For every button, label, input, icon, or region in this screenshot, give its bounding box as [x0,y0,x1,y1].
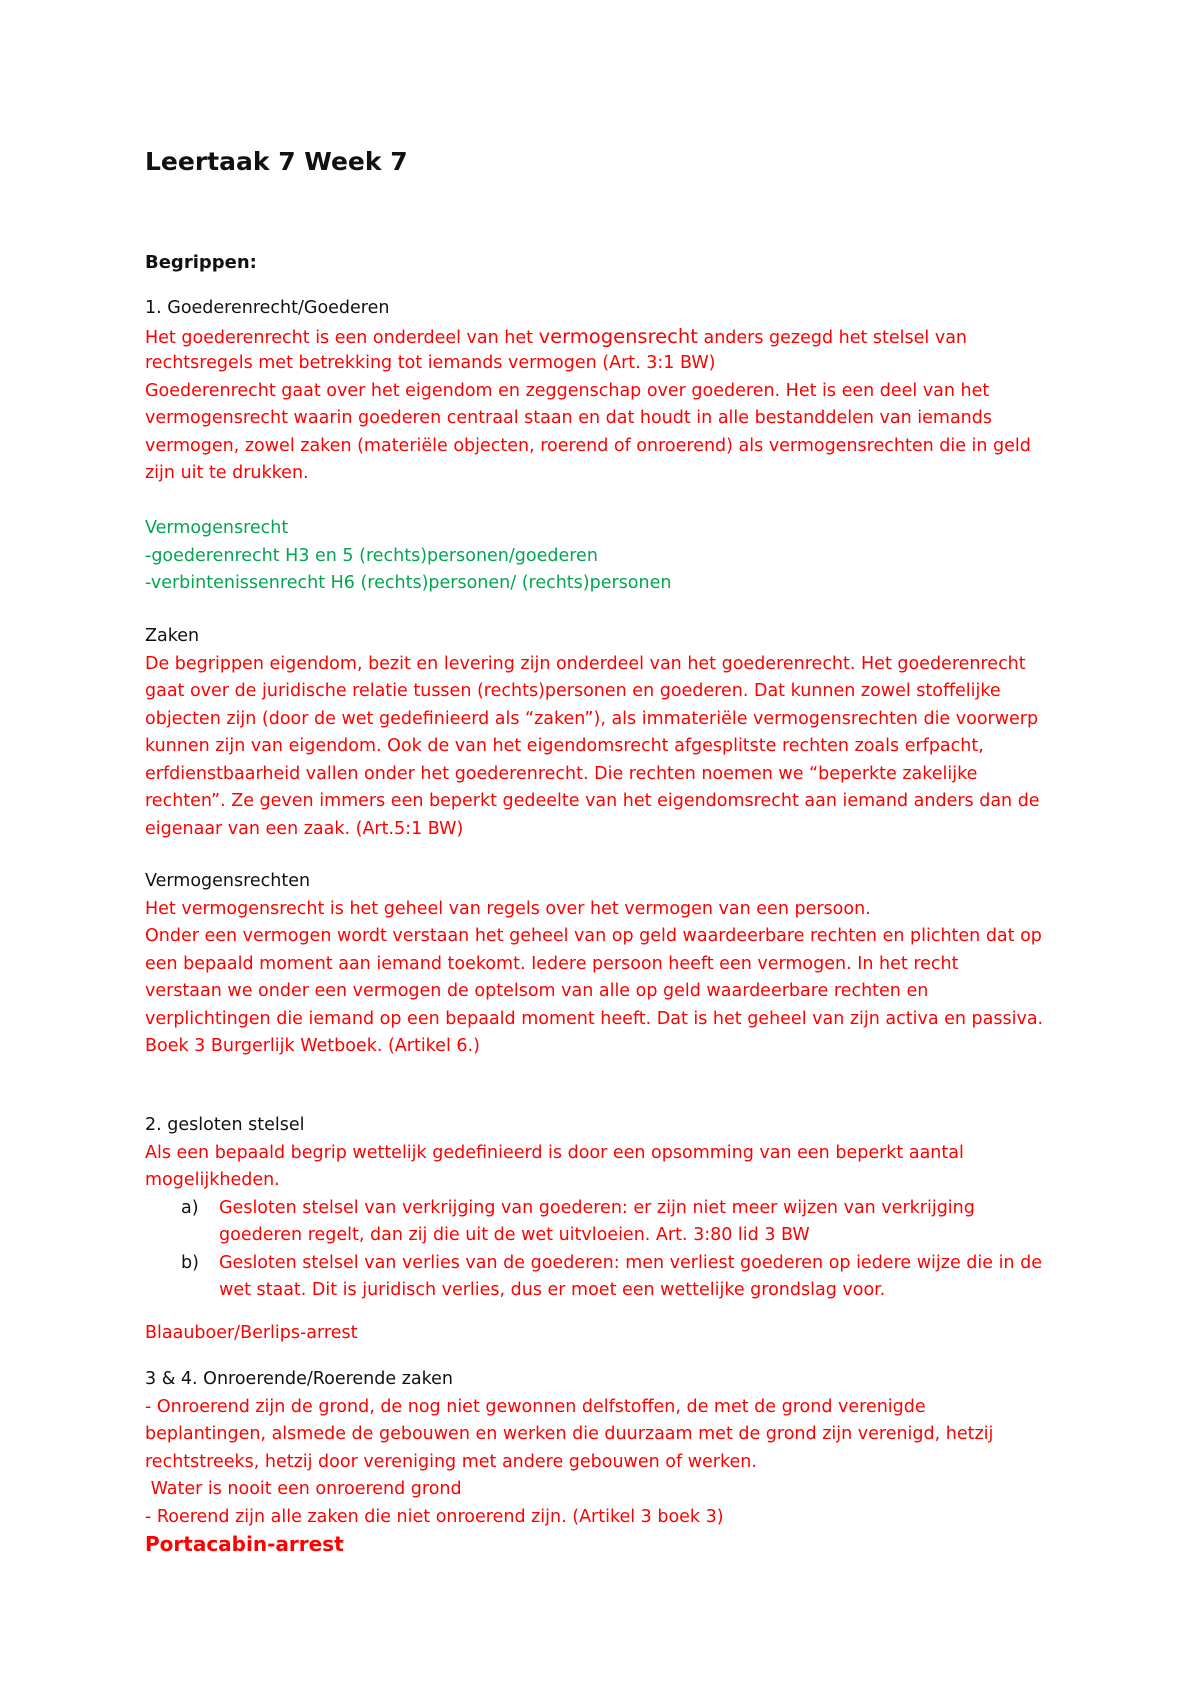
emphasis-term: vermogensrecht [538,324,698,348]
paragraph-line: verstaan we onder een vermogen de optelsom van alle op geld waardeerbare rechten en [145,981,929,1001]
section-gesloten-stelsel [145,1112,1145,1305]
list-item [145,1195,1145,1250]
paragraph-line: rechten”. Ze geven immers een beperkt gedeelte van het eigendomsrecht aan iemand anders dan de [145,791,1040,811]
paragraph-line: - Roerend zijn alle zaken die niet onroerend zijn. (Artikel 3 boek 3) [145,1506,724,1527]
section-onroerende-roerende [145,1366,1145,1559]
list-marker: b) [181,1252,199,1273]
paragraph-line: Boek 3 Burgerlijk Wetboek. (Artikel 6.) [145,1036,480,1056]
vermogensrechten-heading: Vermogensrechten [145,871,311,891]
overview-line: Vermogensrecht [145,518,289,538]
paragraph-line: kunnen zijn van eigendom. Ook de van het eigendomsrecht afgesplitste rechten zoals erfpacht, [145,736,984,756]
paragraph-line: vermogen, zowel zaken (materiële objecten, roerend of onroerend) als vermogensrechten die in geld [145,435,1031,456]
section-vermogensrechten [145,868,1145,1061]
vermogensrecht-overview [145,515,1145,598]
section-heading-begrippen: Begrippen: [145,252,257,273]
section-1-heading: 1. Goederenrecht/Goederen [145,298,390,318]
paragraph-line: eigenaar van een zaak. (Art.5:1 BW) [145,818,464,839]
paragraph-line: een bepaald moment aan iemand toekomt. Iedere persoon heeft een vermogen. In het recht [145,953,959,974]
zaken-heading: Zaken [145,626,200,646]
paragraph-line: verplichtingen die iemand op een bepaald moment heeft. Dat is het geheel van zijn activa en passiva. [145,1008,1044,1029]
paragraph-line: Het vermogensrecht is het geheel van regels over het vermogen van een persoon. [145,898,871,919]
paragraph-line: objecten zijn (door de wet gedefinieerd als “zaken”), als immateriële vermogensrechten die voorwerp [145,708,1039,729]
section-goederenrecht [145,295,1145,488]
paragraph-line: gaat over de juridische relatie tussen (rechts)personen en goederen. Dat kunnen zowel stoffelijke [145,681,1001,701]
list-marker: a) [181,1197,199,1218]
list-item [145,1250,1145,1305]
paragraph-line: rechtstreeks, hetzij door vereniging met andere gebouwen of werken. [145,1451,757,1472]
section-3-heading: 3 & 4. Onroerende/Roerende zaken [145,1369,453,1389]
section-zaken [145,623,1145,843]
paragraph-line: erfdienstbaarheid vallen onder het goederenrecht. Die rechten noemen we “beperkte zakelijke [145,763,978,784]
paragraph-line: beplantingen, alsmede de gebouwen en werken die duurzaam met de grond zijn verenigd, hetzij [145,1424,994,1444]
text-span: Het goederenrecht is een onderdeel van het [145,327,539,348]
text-span: anders gezegd het stelsel van [697,327,968,348]
paragraph-line [145,323,1145,351]
section-2-heading: 2. gesloten stelsel [145,1115,305,1135]
paragraph-line: vermogensrecht waarin goederen centraal staan en dat houdt in alle bestanddelen van iemands [145,408,992,428]
list-item-line: Gesloten stelsel van verlies van de goederen: men verliest goederen op iedere wijze die in de [219,1252,1042,1273]
document-title: Leertaak 7 Week 7 [145,147,408,176]
paragraph-line: Water is nooit een onroerend grond [145,1479,462,1499]
case-reference-blaauboer [145,1320,1145,1348]
overview-line: -goederenrecht H3 en 5 (rechts)personen/goederen [145,545,598,566]
paragraph-line: Goederenrecht gaat over het eigendom en zeggenschap over goederen. Het is een deel van het [145,380,990,401]
overview-line: -verbintenissenrecht H6 (rechts)personen/ (rechts)personen [145,573,672,593]
paragraph-line: mogelijkheden. [145,1170,280,1190]
list-item-line: wet staat. Dit is juridisch verlies, dus er moet een wettelijke grondslag voor. [219,1280,886,1300]
paragraph-line: rechtsregels met betrekking tot iemands vermogen (Art. 3:1 BW) [145,353,716,373]
case-name: Blaauboer/Berlips-arrest [145,1323,358,1343]
list-item-line: Gesloten stelsel van verkrijging van goederen: er zijn niet meer wijzen van verkrijging [219,1197,975,1218]
paragraph-line: - Onroerend zijn de grond, de nog niet gewonnen delfstoffen, de met de grond verenigde [145,1396,926,1417]
paragraph-line: zijn uit te drukken. [145,463,309,483]
paragraph-line: Als een bepaald begrip wettelijk gedefinieerd is door een opsomming van een beperkt aantal [145,1142,964,1163]
paragraph-line: Onder een vermogen wordt verstaan het geheel van op geld waardeerbare rechten en plichten dat op [145,926,1042,946]
list-item-line: goederen regelt, dan zij die uit de wet uitvloeien. Art. 3:80 lid 3 BW [219,1225,810,1245]
paragraph-line: De begrippen eigendom, bezit en levering zijn onderdeel van het goederenrecht. Het goederenrecht [145,653,1026,674]
case-name-portacabin: Portacabin-arrest [145,1532,344,1556]
